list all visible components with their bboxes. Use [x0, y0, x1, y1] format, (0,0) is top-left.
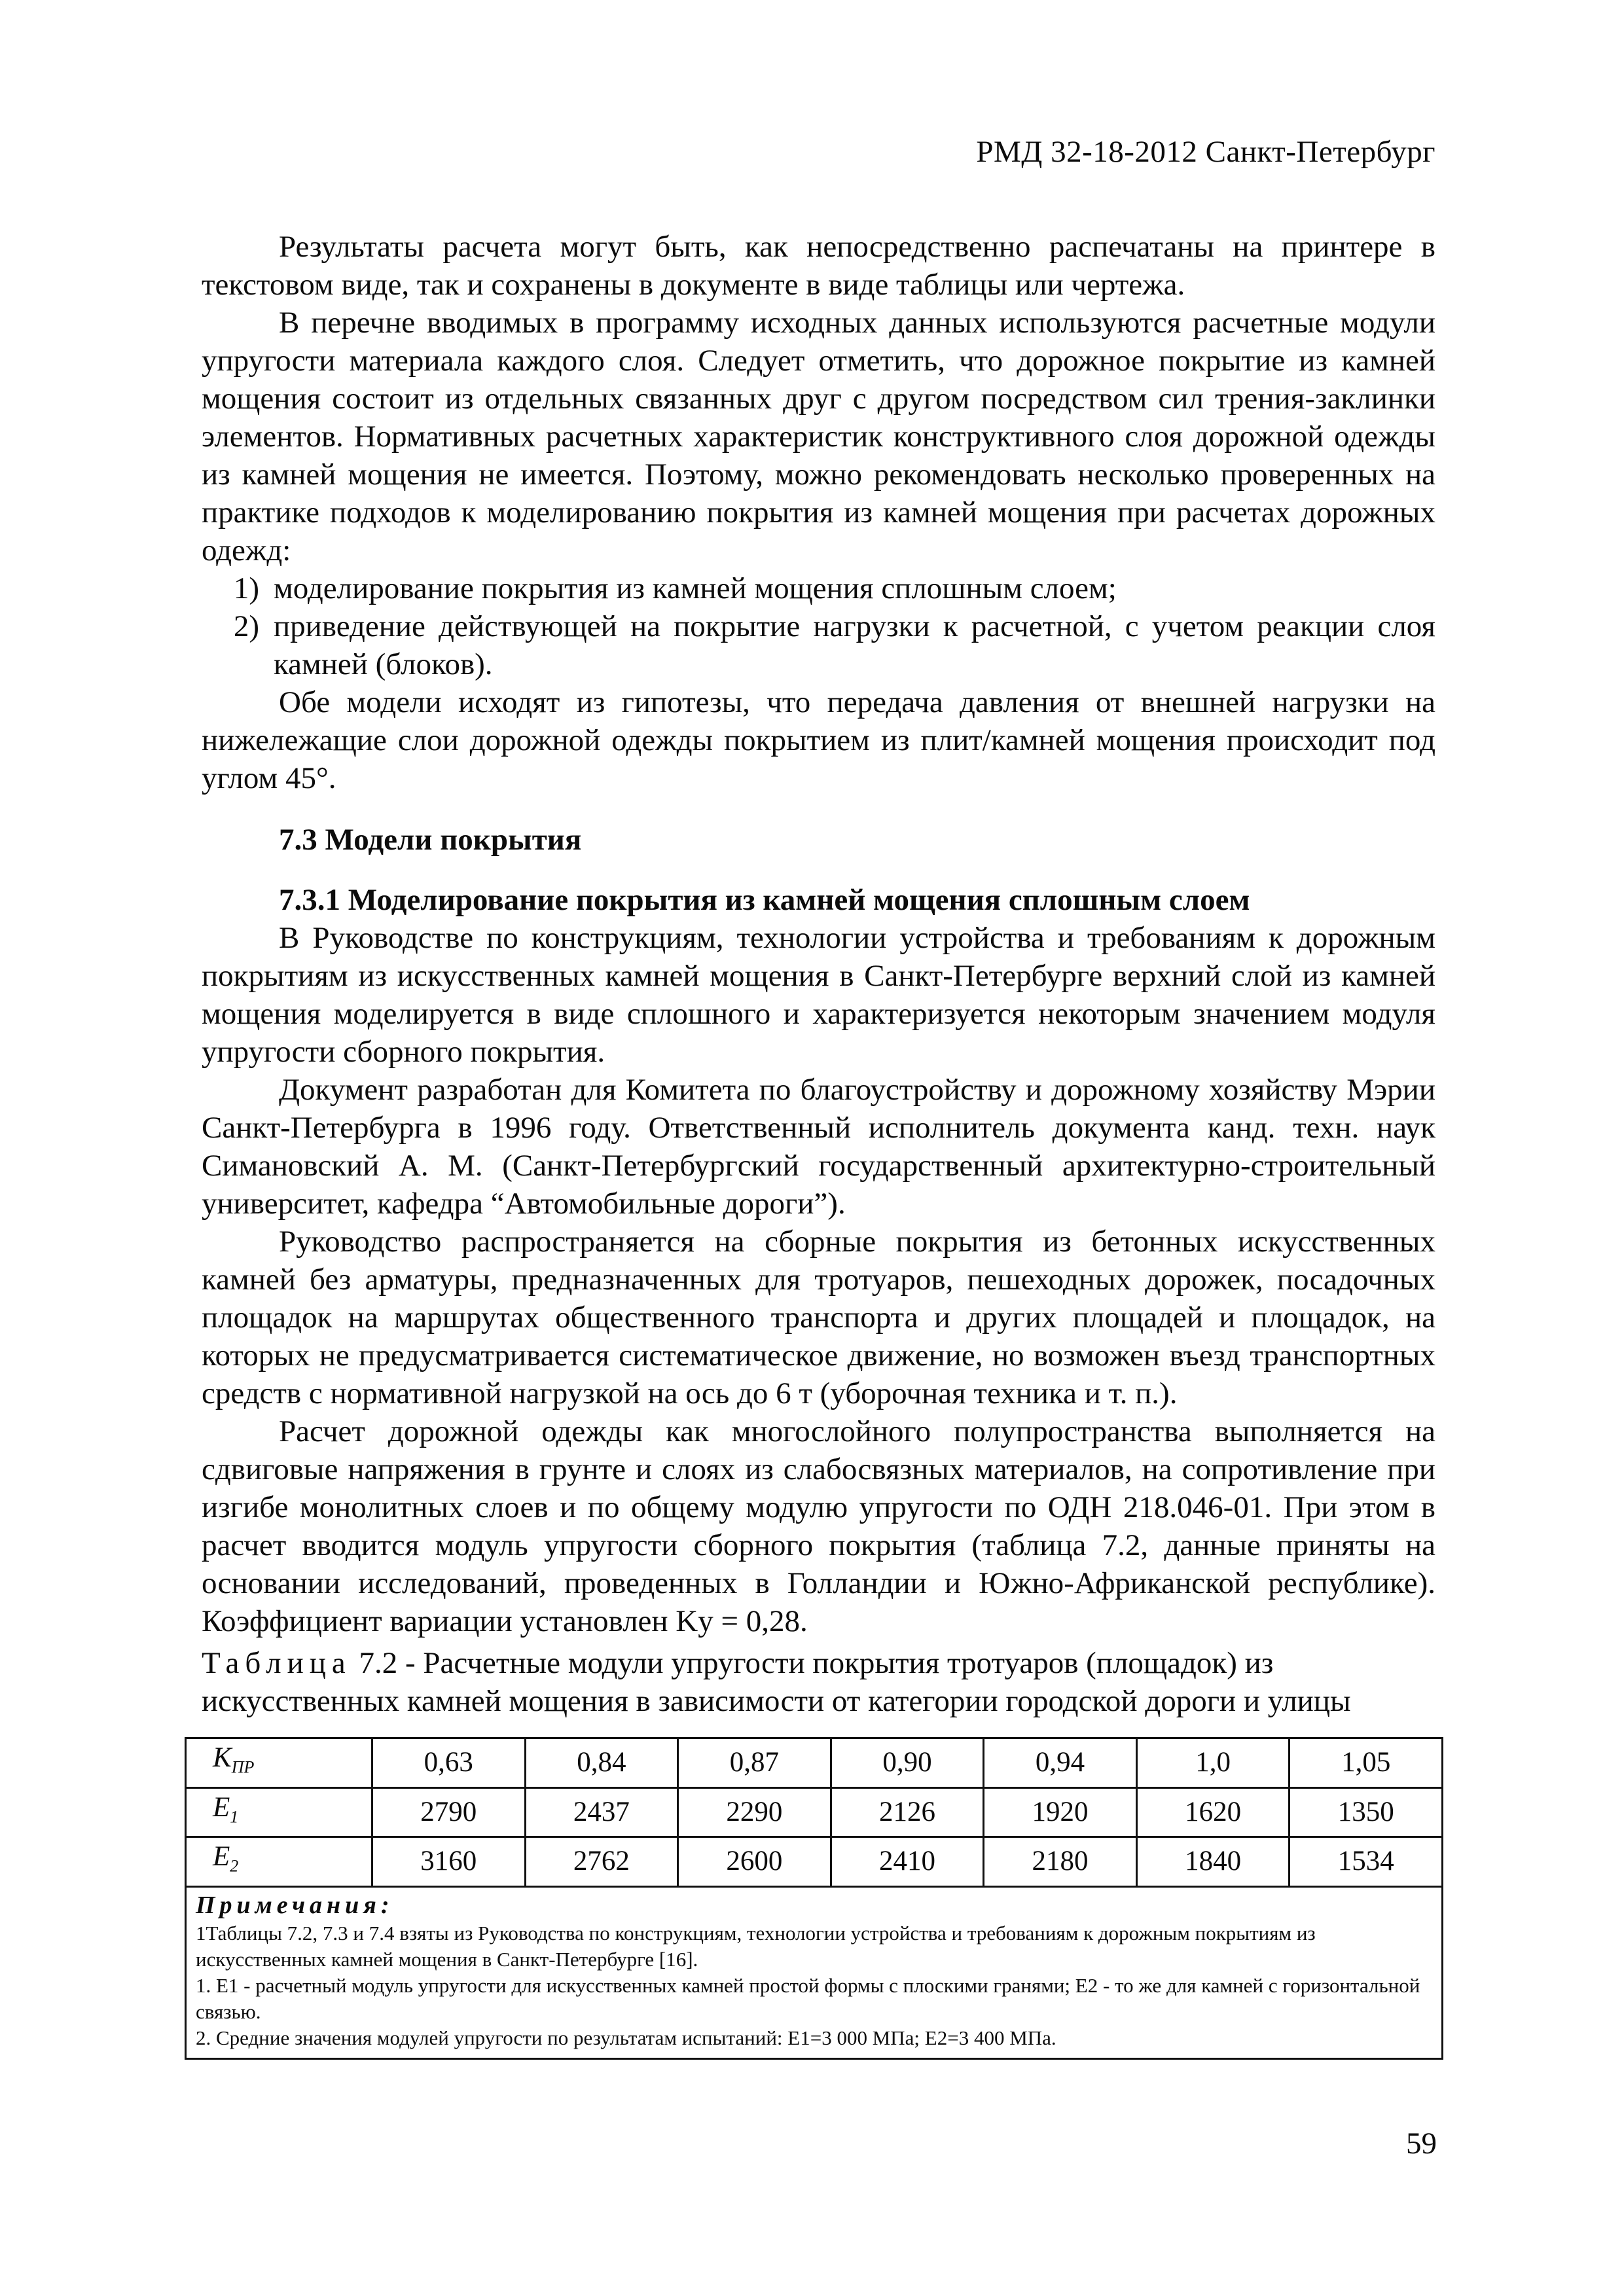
- note-line: 1Таблицы 7.2, 7.3 и 7.4 взяты из Руководства по конструкциям, технологии устройства и требованиям к дорожным покрытиям из искусственных камней мощения в Санкт-Петербурге [16].: [196, 1921, 1316, 1971]
- row-symbol-subscript: 2: [230, 1856, 239, 1876]
- table-row: [186, 1738, 1443, 1788]
- row-symbol-subscript: ПР: [231, 1757, 255, 1777]
- paragraph-guide: В Руководстве по конструкциям, технологии устройства и требованиям к дорожным покрытиям из искусственных камней мощения в Санкт-Петербурге верхний слой из камней мощения моделируется в виде сплошного и характеризуется некоторым значением модуля упругости сборного покрытия.: [202, 921, 1435, 1069]
- list-text: приведение действующей на покрытие нагрузки к расчетной, с учетом реакции слоя камней (блоков).: [274, 609, 1435, 681]
- table-caption-text: 7.2 - Расчетные модули упругости покрытия тротуаров (площадок) из искусственных камней мощения в зависимости от категории городской дороги и улицы: [202, 1646, 1351, 1718]
- paragraph-hypothesis: Обе модели исходят из гипотезы, что передача давления от внешней нагрузки на нижележащие слои дорожной одежды покрытием из плит/камней мощения происходит под углом 45°.: [202, 685, 1435, 795]
- table-cell: 1840: [1136, 1837, 1290, 1887]
- table-row-header: [186, 1738, 372, 1788]
- table-row: [186, 1837, 1443, 1887]
- table-cell: 0,94: [984, 1738, 1137, 1788]
- table-cell: 2600: [678, 1837, 831, 1887]
- section-heading: 7.3 Модели покрытия: [279, 823, 582, 857]
- subsection-heading: 7.3.1 Моделирование покрытия из камней мощения сплошным слоем: [279, 883, 1250, 917]
- table-cell: 1,0: [1136, 1738, 1290, 1788]
- list-item: [202, 569, 1435, 607]
- list-number: 1): [233, 571, 259, 605]
- note-line: 2. Средние значения модулей упругости по результатам испытаний: E1=3 000 МПа; E2=3 400 МПа.: [196, 2026, 1056, 2049]
- table-cell: 2290: [678, 1787, 831, 1837]
- paragraph-document-origin: Документ разработан для Комитета по благоустройству и дорожному хозяйству Мэрии Санкт-Петербурга в 1996 году. Ответственный исполнитель документа канд. техн. наук Симановский А. М. (Санкт-Петербургский государственный архитектурно-строительный университет, кафедра “Автомобильные дороги”).: [202, 1073, 1435, 1221]
- table-cell: 3160: [372, 1837, 526, 1887]
- notes-title: Примечания:: [196, 1891, 394, 1919]
- table-cell: 2180: [984, 1837, 1137, 1887]
- table-notes: [186, 1886, 1443, 2058]
- modulus-table: [185, 1737, 1443, 2060]
- table-cell: 2437: [525, 1787, 678, 1837]
- table-cell: 0,90: [831, 1738, 984, 1788]
- row-symbol-subscript: 1: [230, 1807, 239, 1827]
- table-caption: [202, 1644, 1435, 1720]
- table-cell: 0,84: [525, 1738, 678, 1788]
- table-row-header: [186, 1787, 372, 1837]
- row-symbol: K: [213, 1742, 232, 1773]
- paragraph-input-data: В перечне вводимых в программу исходных данных используются расчетные модули упругости материала каждого слоя. Следует отметить, что дорожное покрытие из камней мощения состоит из отдельных связанных друг с другом посредством сил трения-заклинки элементов. Нормативных расчетных характеристик конструктивного слоя дорожной одежды из камней мощения не имеется. Поэтому, можно рекомендовать несколько проверенных на практике подходов к моделированию покрытия из камней мощения при расчетах дорожных одежд:: [202, 306, 1435, 567]
- document-header: РМД 32-18-2012 Санкт-Петербург: [976, 135, 1435, 169]
- row-symbol: E: [213, 1841, 230, 1873]
- table-cell: 1,05: [1290, 1738, 1443, 1788]
- table-cell: 2762: [525, 1837, 678, 1887]
- table-cell: 1534: [1290, 1837, 1443, 1887]
- table-cell: 1620: [1136, 1787, 1290, 1837]
- row-symbol: E: [213, 1791, 230, 1823]
- list-text: моделирование покрытия из камней мощения сплошным слоем;: [274, 571, 1117, 605]
- modulus-table-body: [186, 1738, 1443, 2059]
- list-item: [202, 607, 1435, 683]
- table-cell: 2126: [831, 1787, 984, 1837]
- table-cell: 2410: [831, 1837, 984, 1887]
- table-notes-row: [186, 1886, 1443, 2058]
- table-cell: 1350: [1290, 1787, 1443, 1837]
- document-body: [196, 228, 1435, 2060]
- table-row: [186, 1787, 1443, 1837]
- list-number: 2): [233, 609, 259, 643]
- paragraph-calculation: Расчет дорожной одежды как многослойного полупространства выполняется на сдвиговые напряжения в грунте и слоях из слабосвязных материалов, на сопротивление при изгибе монолитных слоев и по общему модулю упругости по ОДН 218.046-01. При этом в расчет вводится модуль упругости сборного покрытия (таблица 7.2, данные приняты на основании исследований, проведенных в Голландии и Южно-Африканской республике). Коэффициент вариации установлен Ky = 0,28.: [202, 1414, 1435, 1638]
- table-caption-label: Таблица: [202, 1646, 352, 1680]
- table-cell: 1920: [984, 1787, 1137, 1837]
- paragraph-results: Результаты расчета могут быть, как непосредственно распечатаны на принтере в текстовом виде, так и сохранены в документе в виде таблицы или чертежа.: [202, 230, 1435, 302]
- table-cell: 0,87: [678, 1738, 831, 1788]
- table-cell: 2790: [372, 1787, 526, 1837]
- table-row-header: [186, 1837, 372, 1887]
- page-number: 59: [1406, 2126, 1437, 2161]
- table-cell: 0,63: [372, 1738, 526, 1788]
- paragraph-scope: Руководство распространяется на сборные покрытия из бетонных искусственных камней без арматуры, предназначенных для тротуаров, пешеходных дорожек, посадочных площадок на маршрутах общественного транспорта и других площадей и площадок, на которых не предусматривается систематическое движение, но возможен въезд транспортных средств с нормативной нагрузкой на ось до 6 т (уборочная техника и т. п.).: [202, 1225, 1435, 1410]
- note-line: 1. E1 - расчетный модуль упругости для искусственных камней простой формы с плоскими гранями; E2 - то же для камней с горизонтальной связью.: [196, 1973, 1420, 2023]
